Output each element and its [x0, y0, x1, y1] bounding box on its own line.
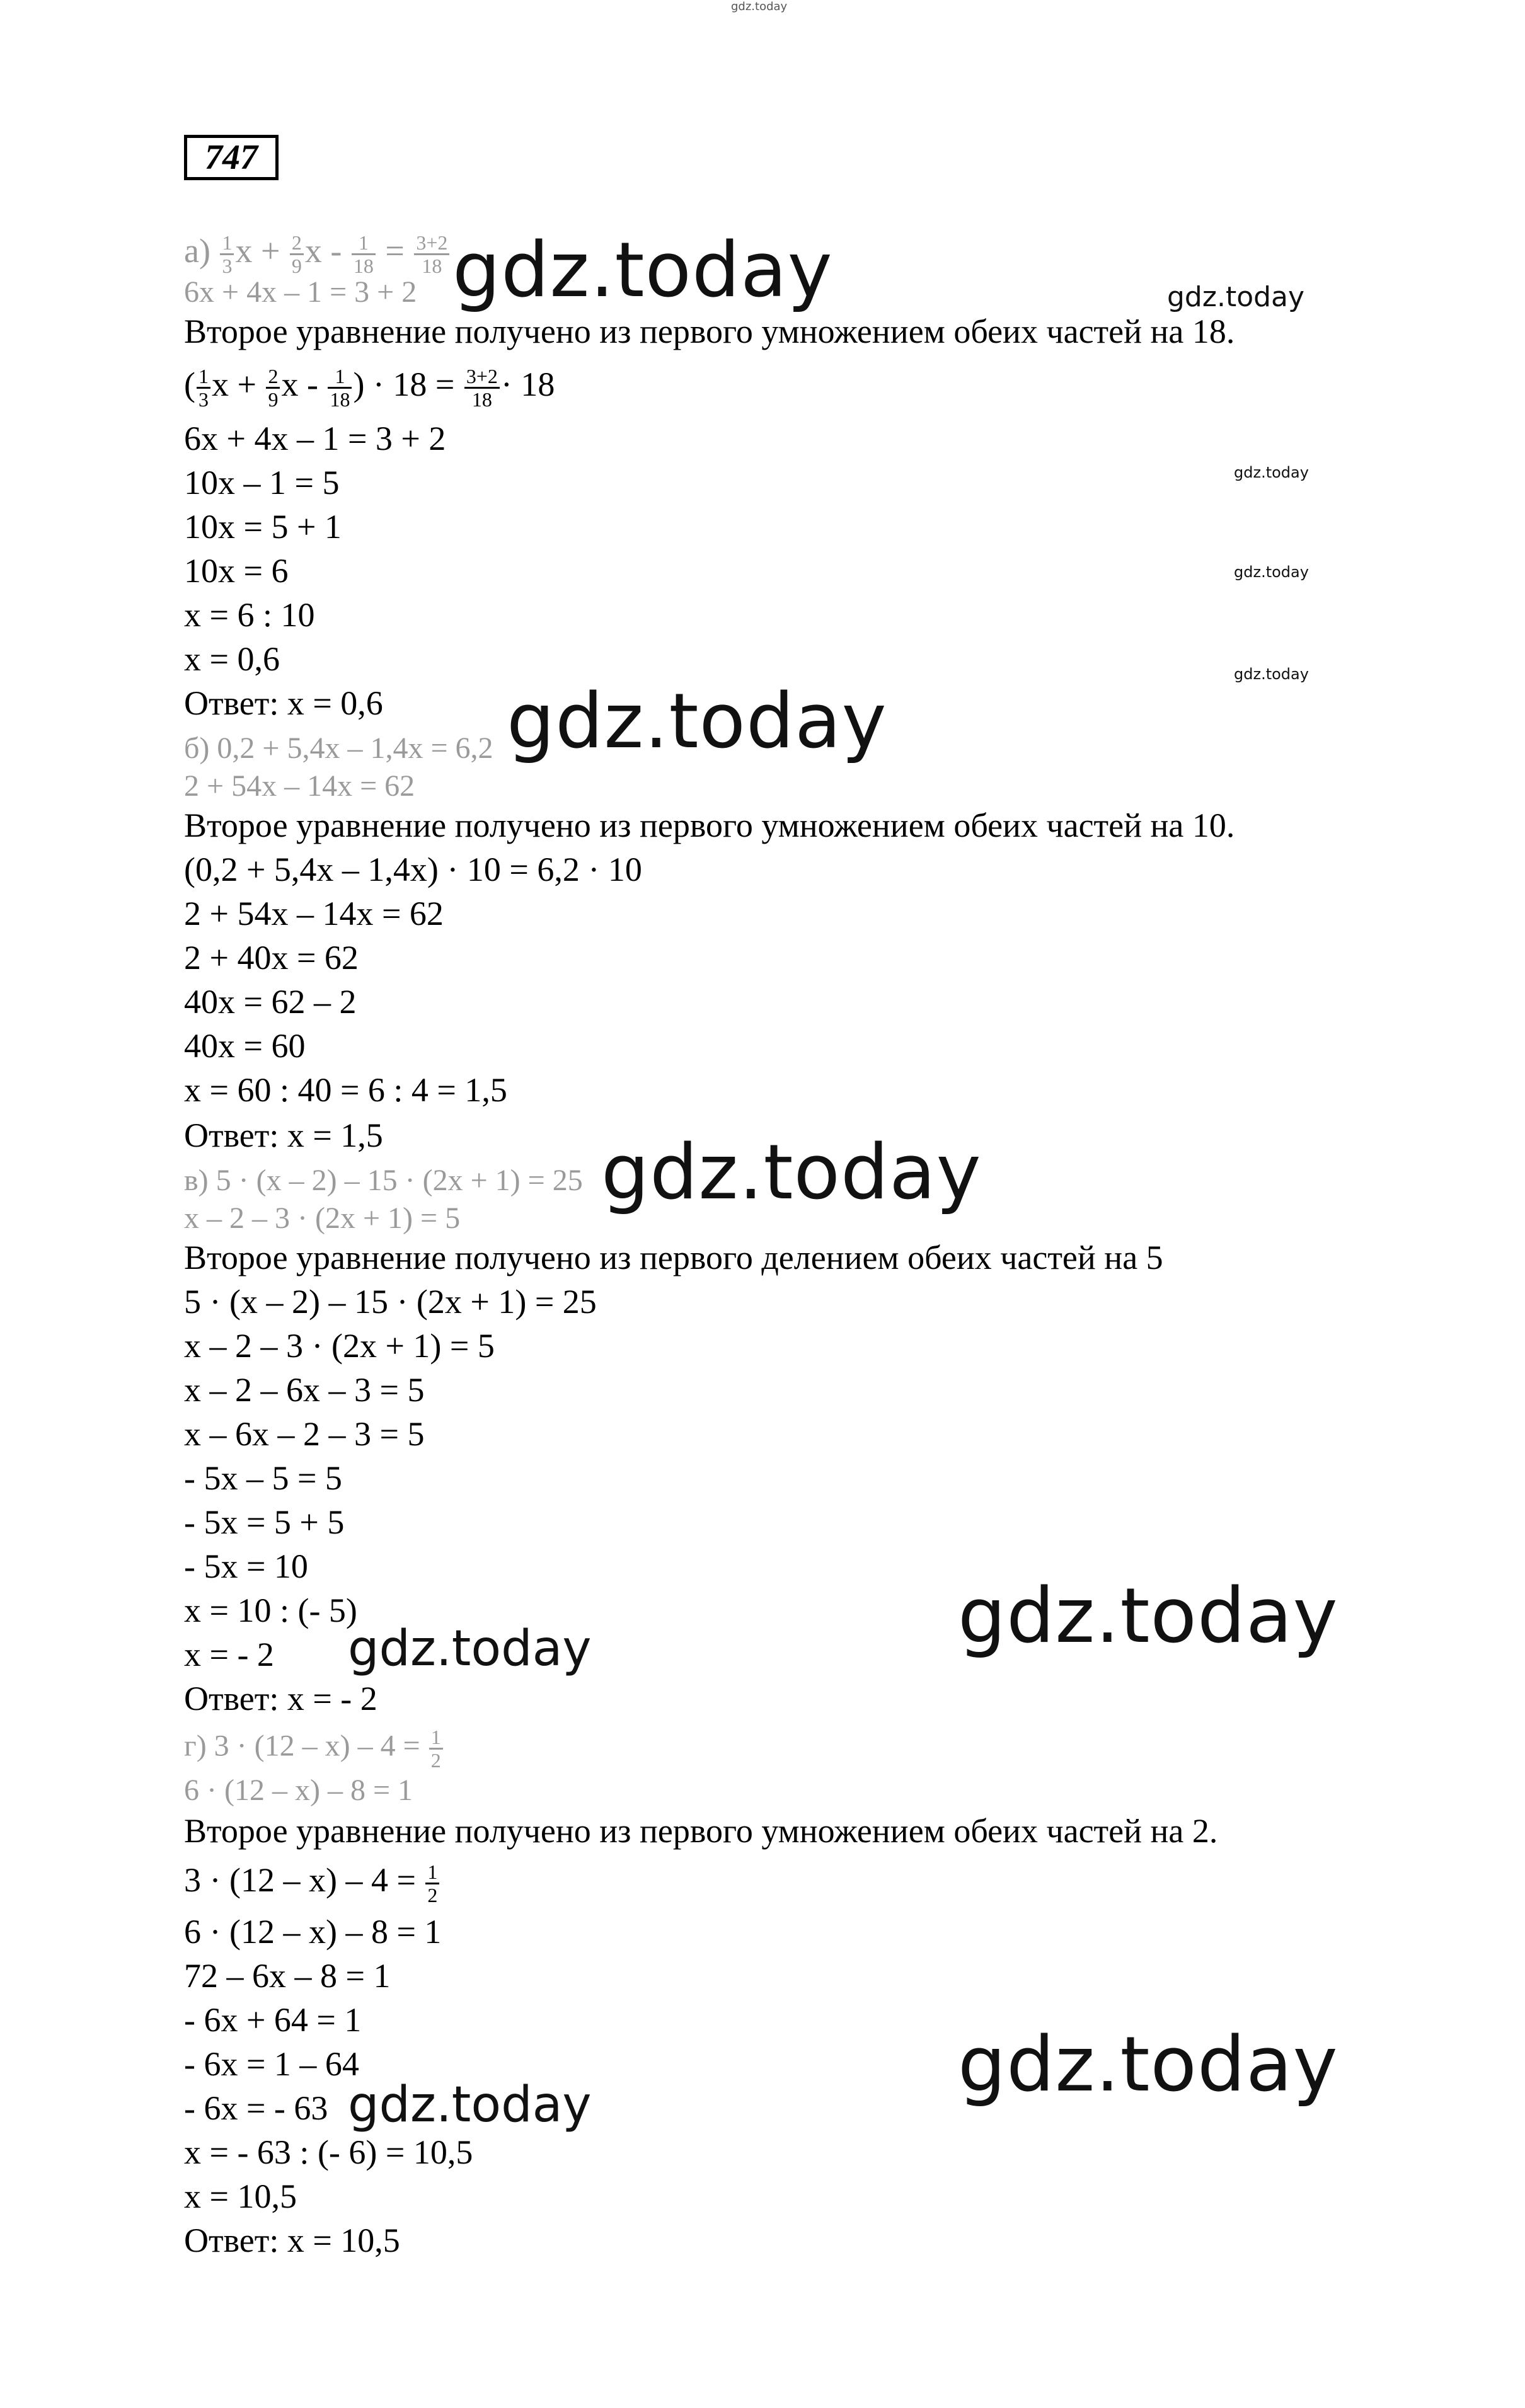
part-a-step: 10x – 1 = 5: [184, 464, 340, 502]
watermark: gdz.today: [1234, 563, 1309, 581]
part-v-step: x – 2 – 6x – 3 = 5: [184, 1371, 425, 1409]
part-g-task-original: г) 3 · (12 – x) – 4 = $\frac{1}{2}$: [184, 1726, 444, 1771]
watermark: gdz.today: [348, 2077, 592, 2133]
part-a-step: 6x + 4x – 1 = 3 + 2: [184, 420, 446, 457]
part-g-step: - 6x + 64 = 1: [184, 2001, 362, 2039]
watermark: gdz.today: [1167, 281, 1305, 313]
watermark: gdz.today: [507, 678, 887, 765]
part-b-step: 2 + 54x – 14x = 62: [184, 895, 444, 932]
watermark: gdz.today: [601, 1129, 982, 1217]
part-b-answer: Ответ: x = 1,5: [184, 1116, 383, 1154]
part-g-step: 6 · (12 – x) – 8 = 1: [184, 1913, 442, 1951]
part-v-step: 5 · (x – 2) – 15 · (2x + 1) = 25: [184, 1283, 597, 1321]
fraction-1-2: $\frac{1}{2}$: [429, 1726, 443, 1771]
watermark: gdz.today: [958, 1573, 1338, 1660]
part-b-explanation: Второе уравнение получено из первого умножением обеих частей на 10.: [184, 806, 1235, 844]
part-g-equation: 3 · (12 – x) – 4 = $\frac{1}{2}$: [184, 1861, 440, 1906]
part-v-step: - 5x = 10: [184, 1547, 308, 1585]
fraction-1-18: $\frac{1}{18}$: [352, 232, 376, 277]
part-b-step: 2 + 40x = 62: [184, 939, 359, 977]
watermark: gdz.today: [452, 227, 833, 314]
part-v-step: x – 6x – 2 – 3 = 5: [184, 1415, 425, 1453]
part-b-task-transformed: 2 + 54x – 14x = 62: [184, 769, 415, 803]
part-v-step: - 5x = 5 + 5: [184, 1503, 345, 1541]
part-v-step: x – 2 – 3 · (2x + 1) = 5: [184, 1327, 495, 1365]
part-v-answer: Ответ: x = - 2: [184, 1680, 377, 1717]
watermark: gdz.today: [958, 2021, 1338, 2109]
part-g-task-transformed: 6 · (12 – x) – 8 = 1: [184, 1774, 413, 1807]
fraction-1-3: $\frac{1}{3}$: [220, 232, 234, 277]
part-a-answer: Ответ: x = 0,6: [184, 684, 383, 722]
part-b-step: 40x = 62 – 2: [184, 983, 357, 1021]
part-g-step: x = 10,5: [184, 2177, 297, 2215]
part-v-explanation: Второе уравнение получено из первого делением обеих частей на 5: [184, 1239, 1163, 1276]
part-v-task-transformed: x – 2 – 3 · (2x + 1) = 5: [184, 1201, 461, 1235]
part-a-task-original: а) $\frac{1}{3}$ x + $\frac{2}{9}$ x - $\frac{1}{18}$ = $\frac{3+2}{18}$: [184, 232, 451, 277]
part-g-step: x = - 63 : (- 6) = 10,5: [184, 2133, 473, 2171]
top-watermark: gdz.today: [731, 0, 788, 13]
watermark: gdz.today: [1234, 665, 1309, 683]
part-g-step: - 6x = 1 – 64: [184, 2045, 359, 2083]
watermark: gdz.today: [348, 1620, 592, 1677]
part-v-task-original: в) 5 · (x – 2) – 15 · (2x + 1) = 25: [184, 1164, 583, 1197]
part-a-explanation: Второе уравнение получено из первого умножением обеих частей на 18.: [184, 312, 1235, 350]
part-a-task-transformed: 6x + 4x – 1 = 3 + 2: [184, 275, 417, 309]
part-a-step: x = 0,6: [184, 640, 280, 678]
watermark: gdz.today: [1234, 464, 1309, 481]
part-v-step: x = 10 : (- 5): [184, 1591, 357, 1629]
part-a-step: 10x = 5 + 1: [184, 508, 342, 546]
part-v-step: - 5x – 5 = 5: [184, 1459, 342, 1497]
part-g-explanation: Второе уравнение получено из первого умножением обеих частей на 2.: [184, 1812, 1218, 1850]
part-b-step: 40x = 60: [184, 1027, 306, 1065]
part-v-step: x = - 2: [184, 1636, 274, 1673]
problem-number: 747: [184, 135, 279, 180]
fraction-3plus2-18: $\frac{3+2}{18}$: [414, 232, 449, 277]
part-b-task-original: б) 0,2 + 5,4x – 1,4x = 6,2: [184, 731, 493, 765]
part-g-answer: Ответ: x = 10,5: [184, 2222, 400, 2259]
fraction-2-9: $\frac{2}{9}$: [290, 232, 304, 277]
part-g-step: 72 – 6x – 8 = 1: [184, 1957, 391, 1995]
part-a-step: 10x = 6: [184, 552, 289, 590]
part-a-step: x = 6 : 10: [184, 596, 315, 634]
part-a-equation: ( $\frac{1}{3}$ x + $\frac{2}{9}$ x - $\frac{1}{18}$ ) · 18 = $\frac{3+2}{18}$ · 18: [184, 365, 555, 411]
part-b-step: (0,2 + 5,4x – 1,4x) · 10 = 6,2 · 10: [184, 851, 642, 888]
part-b-step: x = 60 : 40 = 6 : 4 = 1,5: [184, 1071, 507, 1109]
part-a-prefix: а): [184, 232, 210, 270]
part-g-step: - 6x = - 63: [184, 2089, 328, 2127]
